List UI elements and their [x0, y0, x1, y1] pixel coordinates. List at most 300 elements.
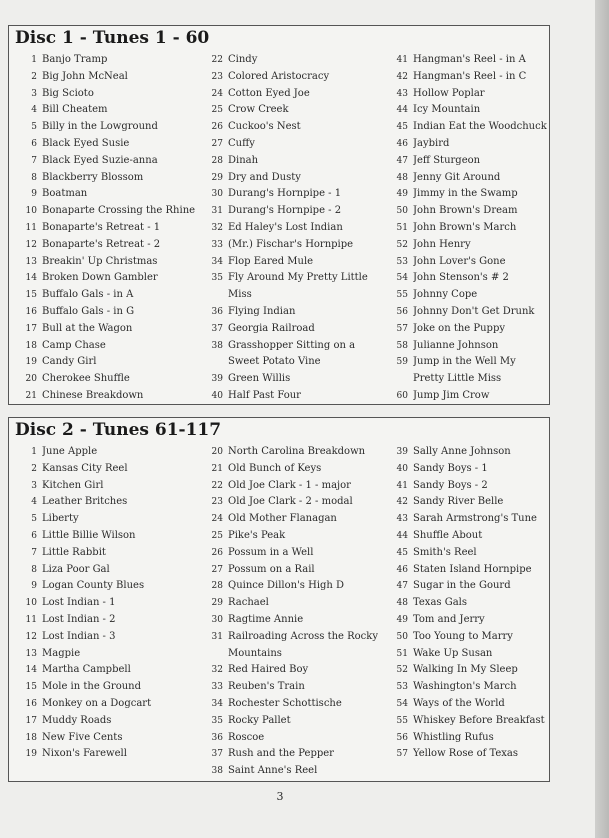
tune-entry — [199, 511, 387, 528]
tune-entry — [199, 444, 387, 461]
tune-title: Wake Up Susan — [413, 647, 493, 659]
tune-entry — [13, 52, 199, 69]
tune-number: 12 — [25, 631, 37, 642]
tune-title: Black Eyed Suzie-anna — [42, 154, 158, 166]
tune-title: Durang's Hornpipe - 2 — [228, 205, 342, 217]
tune-title: Buffalo Gals - in G — [42, 305, 135, 317]
tune-number: 28 — [211, 155, 223, 166]
tune-title: Rocky Pallet — [228, 714, 291, 726]
tune-entry — [384, 186, 549, 203]
tune-number: 34 — [211, 256, 223, 267]
tune-title: Old Joe Clark - 2 - modal — [228, 496, 353, 508]
tune-number: 36 — [211, 732, 223, 743]
tune-entry — [199, 203, 387, 220]
tune-number: 24 — [211, 514, 223, 525]
tune-entry — [384, 746, 549, 763]
tune-entry — [13, 612, 199, 629]
tune-title: Yellow Rose of Texas — [413, 748, 519, 760]
tune-entry — [199, 494, 387, 511]
tune-number: 32 — [211, 222, 223, 233]
tune-entry — [199, 713, 387, 730]
tune-title: Jaybird — [413, 137, 450, 149]
tune-entry — [13, 338, 199, 355]
tune-number: 28 — [211, 581, 223, 592]
tune-entry — [199, 763, 387, 780]
tune-title: Kitchen Girl — [42, 479, 104, 491]
tune-number: 8 — [31, 172, 37, 183]
tune-title: Jenny Git Around — [413, 171, 501, 183]
tune-title: Black Eyed Susie — [42, 137, 130, 149]
tune-entry — [199, 321, 387, 338]
tune-title: Candy Girl — [42, 356, 97, 368]
disc-1-column-3 — [384, 52, 549, 405]
tune-entry — [199, 170, 387, 187]
tune-entry — [384, 578, 549, 595]
tune-number: 1 — [31, 447, 37, 457]
tune-entry — [384, 52, 549, 69]
tune-number: 19 — [25, 749, 37, 760]
tune-entry — [199, 461, 387, 478]
tune-number: 35 — [211, 715, 223, 726]
tune-entry — [13, 86, 199, 103]
tune-number: 14 — [25, 665, 37, 676]
tune-title: Colored Aristocracy — [228, 70, 330, 82]
tune-entry — [384, 679, 549, 696]
tune-number: 55 — [396, 715, 408, 726]
tune-number: 49 — [396, 189, 408, 200]
tune-entry — [384, 321, 549, 338]
tune-number: 18 — [25, 340, 37, 351]
tune-entry — [13, 494, 199, 511]
tune-number: 26 — [211, 122, 223, 133]
tune-number: 11 — [25, 222, 37, 233]
tune-number: 6 — [31, 138, 37, 149]
tune-entry — [384, 136, 549, 153]
tune-title: Green Willis — [228, 373, 291, 385]
tune-entry — [13, 679, 199, 696]
tune-number: 59 — [396, 357, 408, 368]
tune-title: Whistling Rufus — [413, 731, 494, 743]
tune-number: 24 — [211, 88, 223, 99]
tune-number: 39 — [396, 447, 408, 457]
tune-entry — [199, 662, 387, 679]
tune-title: Johnny Cope — [413, 289, 478, 301]
tune-entry — [13, 203, 199, 220]
tune-title: Bull at the Wagon — [42, 322, 133, 334]
tune-entry — [13, 371, 199, 388]
tune-number: 27 — [211, 138, 223, 149]
tune-entry — [384, 478, 549, 495]
tune-entry — [13, 186, 199, 203]
tune-entry — [384, 86, 549, 103]
tune-number: 47 — [396, 581, 408, 592]
tune-number: 31 — [211, 206, 223, 217]
tune-title: Jimmy in the Swamp — [413, 188, 518, 200]
tune-title: Old Joe Clark - 1 - major — [228, 479, 351, 491]
tune-number: 53 — [396, 256, 408, 267]
tune-number: 44 — [396, 105, 408, 116]
tune-entry — [13, 69, 199, 86]
tune-title: Quince Dillon's High D — [228, 580, 345, 592]
tune-entry — [199, 371, 387, 388]
tune-number: 9 — [31, 581, 37, 592]
tune-title: Lost Indian - 3 — [42, 630, 116, 642]
tune-title: Grasshopper Sitting on a Sweet Potato Vine — [228, 339, 356, 368]
disc-2-column-3 — [384, 444, 549, 763]
tune-number: 31 — [211, 631, 223, 642]
tune-entry — [199, 52, 387, 69]
page-number: 3 — [276, 790, 284, 803]
tune-title: John Brown's Dream — [413, 205, 518, 217]
tune-number: 9 — [31, 189, 37, 200]
tune-number: 20 — [211, 447, 223, 457]
tune-number: 16 — [25, 306, 37, 317]
tune-title: Bonaparte's Retreat - 2 — [42, 238, 161, 250]
tune-entry — [13, 528, 199, 545]
tune-title: Cherokee Shuffle — [42, 373, 130, 385]
tune-title: Shuffle About — [413, 529, 483, 541]
tune-title: Crow Creek — [228, 104, 289, 116]
tune-entry — [13, 478, 199, 495]
tune-entry — [384, 612, 549, 629]
tune-entry — [384, 203, 549, 220]
tune-entry — [13, 170, 199, 187]
tune-title: Cuffy — [228, 137, 255, 149]
tune-entry — [199, 478, 387, 495]
tune-title: Possum in a Well — [228, 546, 314, 558]
tune-entry — [384, 444, 549, 461]
tune-title: Cindy — [228, 54, 258, 65]
disc-2-title: Disc 2 - Tunes 61-117 — [15, 420, 222, 440]
tune-number: 57 — [396, 749, 408, 760]
tune-entry — [384, 662, 549, 679]
tune-number: 51 — [396, 222, 408, 233]
tune-title: Red Haired Boy — [228, 664, 309, 676]
tune-title: Reuben's Train — [228, 681, 305, 693]
tune-title: Jump in the Well My Pretty Little Miss — [413, 356, 516, 385]
tune-entry — [384, 153, 549, 170]
tune-number: 37 — [211, 323, 223, 334]
tune-title: Texas Gals — [413, 597, 468, 609]
tune-number: 36 — [211, 306, 223, 317]
tune-title: Lost Indian - 1 — [42, 597, 116, 609]
tune-number: 4 — [31, 105, 37, 116]
tune-number: 30 — [211, 614, 223, 625]
tune-title: Joke on the Puppy — [413, 322, 506, 334]
tune-entry — [13, 354, 199, 371]
tune-title: Georgia Railroad — [228, 322, 315, 334]
tune-title: Liza Poor Gal — [42, 563, 110, 575]
tune-number: 48 — [396, 598, 408, 609]
tune-number: 26 — [211, 547, 223, 558]
tune-number: 14 — [25, 273, 37, 284]
tune-title: Little Rabbit — [42, 546, 106, 558]
tune-number: 17 — [25, 323, 37, 334]
tune-number: 12 — [25, 239, 37, 250]
tune-number: 52 — [396, 239, 408, 250]
disc-1-column-2 — [199, 52, 387, 405]
tune-number: 17 — [25, 715, 37, 726]
tune-title: Breakin' Up Christmas — [42, 255, 158, 267]
tune-title: Possum on a Rail — [228, 563, 315, 575]
tune-title: Indian Eat the Woodchuck — [413, 121, 547, 133]
tune-number: 33 — [211, 682, 223, 693]
tune-number: 15 — [25, 682, 37, 693]
tune-entry — [199, 595, 387, 612]
tune-entry — [384, 270, 549, 287]
tune-title: Bonaparte's Retreat - 1 — [42, 221, 161, 233]
tune-entry — [199, 612, 387, 629]
tune-entry — [199, 388, 387, 405]
tune-entry — [384, 629, 549, 646]
tune-title: Kansas City Reel — [42, 462, 128, 474]
tune-title: John Stenson's # 2 — [413, 272, 509, 284]
tune-title: Fly Around My Pretty Little Miss — [228, 272, 368, 301]
tune-entry — [13, 220, 199, 237]
tune-title: North Carolina Breakdown — [228, 446, 366, 457]
tune-number: 10 — [25, 598, 37, 609]
tune-number: 34 — [211, 698, 223, 709]
tune-entry — [13, 321, 199, 338]
tune-entry — [199, 304, 387, 321]
tune-number: 32 — [211, 665, 223, 676]
tune-title: Hangman's Reel - in C — [413, 70, 527, 82]
tune-entry — [13, 254, 199, 271]
tune-title: John Brown's March — [413, 221, 517, 233]
tune-title: Magpie — [42, 647, 81, 659]
tune-title: Jump Jim Crow — [413, 389, 490, 401]
tune-title: John Lover's Gone — [413, 255, 506, 267]
tune-title: Walking In My Sleep — [413, 664, 518, 676]
tune-title: Nixon's Farewell — [42, 748, 127, 760]
tune-number: 46 — [396, 138, 408, 149]
tune-entry — [384, 595, 549, 612]
tune-number: 5 — [31, 122, 37, 133]
tune-entry — [384, 119, 549, 136]
tune-title: Staten Island Hornpipe — [413, 563, 532, 575]
tune-entry — [199, 746, 387, 763]
tune-entry — [13, 388, 199, 405]
tune-title: Dry and Dusty — [228, 171, 301, 183]
tune-number: 58 — [396, 340, 408, 351]
tune-entry — [13, 662, 199, 679]
tune-number: 50 — [396, 206, 408, 217]
tune-title: Boatman — [42, 188, 88, 200]
tune-entry — [13, 562, 199, 579]
tune-number: 2 — [31, 463, 37, 474]
tune-title: New Five Cents — [42, 731, 123, 743]
tune-entry — [199, 69, 387, 86]
tune-number: 40 — [211, 390, 223, 401]
tune-number: 56 — [396, 732, 408, 743]
tune-number: 25 — [211, 530, 223, 541]
tune-title: Billy in the Lowground — [42, 121, 158, 133]
tune-number: 10 — [25, 206, 37, 217]
tune-entry — [13, 646, 199, 663]
tune-entry — [13, 629, 199, 646]
tune-number: 39 — [211, 374, 223, 385]
tune-number: 56 — [396, 306, 408, 317]
tune-number: 49 — [396, 614, 408, 625]
tune-entry — [384, 461, 549, 478]
tune-number: 8 — [31, 564, 37, 575]
tune-number: 55 — [396, 290, 408, 301]
tune-title: Rochester Schottische — [228, 697, 342, 709]
disc-2-box — [8, 417, 550, 782]
tune-entry — [199, 679, 387, 696]
tune-title: (Mr.) Fischar's Hornpipe — [228, 238, 354, 250]
tune-entry — [199, 629, 387, 663]
tune-number: 6 — [31, 530, 37, 541]
tune-entry — [13, 119, 199, 136]
tune-entry — [199, 338, 387, 372]
tune-entry — [384, 730, 549, 747]
tune-number: 51 — [396, 648, 408, 659]
disc-1-title: Disc 1 - Tunes 1 - 60 — [15, 28, 210, 48]
tune-entry — [13, 461, 199, 478]
tune-entry — [13, 730, 199, 747]
tune-title: Hangman's Reel - in A — [413, 54, 526, 65]
tune-number: 7 — [31, 155, 37, 166]
tune-entry — [199, 136, 387, 153]
tune-number: 3 — [31, 88, 37, 99]
tune-number: 25 — [211, 105, 223, 116]
tune-entry — [199, 578, 387, 595]
tune-number: 33 — [211, 239, 223, 250]
tune-title: Camp Chase — [42, 339, 106, 351]
tune-number: 40 — [396, 463, 408, 474]
tune-entry — [199, 119, 387, 136]
tune-entry — [13, 545, 199, 562]
tune-title: Leather Britches — [42, 496, 128, 508]
tune-entry — [384, 69, 549, 86]
tune-number: 41 — [396, 480, 408, 491]
tune-entry — [199, 545, 387, 562]
tune-entry — [199, 270, 387, 304]
tune-number: 27 — [211, 564, 223, 575]
tune-number: 22 — [211, 55, 223, 65]
tune-entry — [13, 713, 199, 730]
tune-entry — [13, 595, 199, 612]
tune-title: Whiskey Before Breakfast — [413, 714, 545, 726]
tune-entry — [384, 696, 549, 713]
disc-1-column-1 — [13, 52, 199, 405]
tune-number: 11 — [25, 614, 37, 625]
tune-entry — [199, 528, 387, 545]
tune-number: 21 — [211, 463, 223, 474]
tune-title: Ragtime Annie — [228, 613, 304, 625]
tune-entry — [199, 86, 387, 103]
tune-entry — [13, 511, 199, 528]
tune-number: 54 — [396, 698, 408, 709]
tune-number: 23 — [211, 71, 223, 82]
tune-title: Rush and the Pepper — [228, 748, 334, 760]
tune-title: Durang's Hornpipe - 1 — [228, 188, 342, 200]
tune-entry — [13, 578, 199, 595]
tune-number: 21 — [25, 390, 37, 401]
tune-number: 19 — [25, 357, 37, 368]
tune-entry — [199, 220, 387, 237]
tune-entry — [384, 646, 549, 663]
tune-title: Chinese Breakdown — [42, 389, 144, 401]
tune-number: 46 — [396, 564, 408, 575]
tune-title: Liberty — [42, 513, 79, 525]
tune-entry — [384, 354, 549, 388]
tune-title: Dinah — [228, 154, 259, 166]
tune-entry — [384, 304, 549, 321]
tune-number: 60 — [396, 390, 408, 401]
tune-number: 5 — [31, 514, 37, 525]
tune-title: Sandy Boys - 2 — [413, 479, 488, 491]
tune-entry — [199, 254, 387, 271]
tune-entry — [13, 444, 199, 461]
tune-title: Flying Indian — [228, 305, 296, 317]
tune-number: 45 — [396, 122, 408, 133]
tune-entry — [384, 254, 549, 271]
tune-title: Railroading Across the Rocky Mountains — [228, 630, 378, 659]
tune-number: 23 — [211, 497, 223, 508]
tune-entry — [13, 237, 199, 254]
tune-title: Smith's Reel — [413, 546, 477, 558]
tune-title: Cuckoo's Nest — [228, 121, 301, 133]
tune-entry — [13, 304, 199, 321]
tune-number: 29 — [211, 598, 223, 609]
tune-title: Monkey on a Dogcart — [42, 697, 152, 709]
tune-number: 29 — [211, 172, 223, 183]
tune-title: Sally Anne Johnson — [413, 446, 511, 457]
disc-2-column-1 — [13, 444, 199, 763]
tune-number: 35 — [211, 273, 223, 284]
tune-number: 44 — [396, 530, 408, 541]
tune-title: Pike's Peak — [228, 529, 286, 541]
tune-entry — [384, 528, 549, 545]
tune-entry — [199, 186, 387, 203]
tune-title: Blackberry Blossom — [42, 171, 144, 183]
tune-number: 54 — [396, 273, 408, 284]
tune-title: Little Billie Wilson — [42, 529, 136, 541]
disc-2-column-2 — [199, 444, 387, 780]
page-edge — [595, 0, 609, 838]
tune-number: 38 — [211, 766, 223, 777]
tune-number: 13 — [25, 256, 37, 267]
tune-number: 37 — [211, 749, 223, 760]
tune-number: 52 — [396, 665, 408, 676]
tune-entry — [199, 562, 387, 579]
disc-1-box — [8, 25, 550, 405]
tune-entry — [13, 287, 199, 304]
tune-number: 43 — [396, 88, 408, 99]
tune-number: 2 — [31, 71, 37, 82]
tune-number: 22 — [211, 480, 223, 491]
tune-title: Cotton Eyed Joe — [228, 87, 310, 99]
tune-entry — [13, 102, 199, 119]
tune-title: Saint Anne's Reel — [228, 765, 318, 777]
tune-number: 7 — [31, 547, 37, 558]
tune-title: Big Scioto — [42, 87, 94, 99]
tune-title: Tom and Jerry — [413, 613, 485, 625]
tune-title: Washington's March — [413, 681, 517, 693]
tune-entry — [384, 220, 549, 237]
tune-number: 3 — [31, 480, 37, 491]
tune-number: 50 — [396, 631, 408, 642]
tune-title: Rachael — [228, 597, 269, 609]
tune-entry — [384, 562, 549, 579]
tune-title: Too Young to Marry — [413, 630, 513, 642]
tune-title: Ed Haley's Lost Indian — [228, 221, 343, 233]
tune-number: 16 — [25, 698, 37, 709]
tune-title: Julianne Johnson — [413, 339, 499, 351]
tune-entry — [384, 494, 549, 511]
